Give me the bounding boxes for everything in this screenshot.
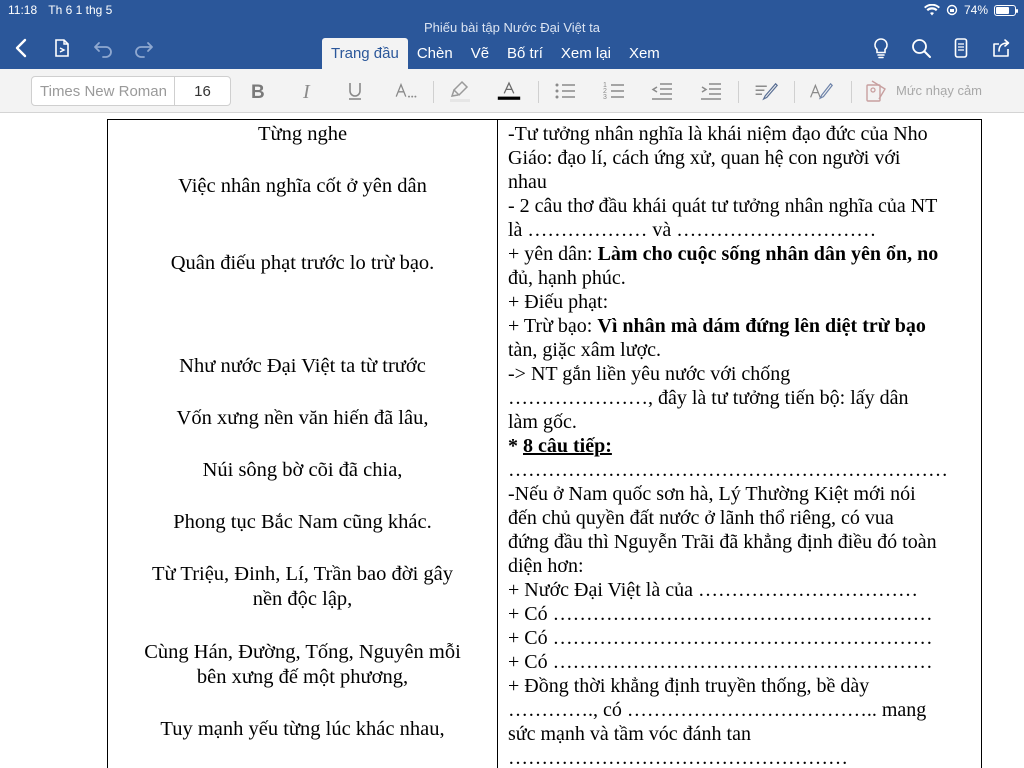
status-date: Th 6 1 thg 5 bbox=[48, 3, 113, 17]
font-color-icon bbox=[497, 79, 521, 103]
table-column-divider bbox=[497, 120, 498, 768]
styles-icon bbox=[754, 79, 778, 103]
font-size-field[interactable]: 16 bbox=[194, 83, 211, 100]
note-line: làm gốc. bbox=[508, 411, 577, 433]
note-line: -> NT gắn liền yêu nước với chống bbox=[508, 363, 791, 385]
font-color-button[interactable] bbox=[494, 78, 524, 104]
poem-line: Vốn xưng nền văn hiến đã lâu, bbox=[176, 407, 429, 429]
poem-line: Việc nhân nghĩa cốt ở yên dân bbox=[178, 175, 427, 197]
tab-draw[interactable]: Vẽ bbox=[470, 45, 490, 62]
note-line: + Điếu phạt: bbox=[508, 291, 609, 313]
note-line: nhau bbox=[508, 171, 547, 193]
share-button[interactable] bbox=[987, 36, 1015, 60]
poem-line: Quân điếu phạt trước lo trừ bạo. bbox=[170, 252, 435, 274]
note-text: + Trừ bạo: bbox=[508, 315, 598, 337]
ribbon-separator bbox=[538, 81, 539, 103]
document-title: Phiếu bài tập Nước Đại Việt ta bbox=[424, 20, 600, 35]
document-table bbox=[107, 119, 982, 768]
undo-button[interactable] bbox=[89, 36, 117, 60]
note-bold-text: Làm cho cuộc sống nhân dân yên ổn, no bbox=[597, 243, 939, 265]
text-format-icon bbox=[393, 79, 417, 103]
ribbon-separator bbox=[794, 81, 795, 103]
note-line: + Nước Đại Việt là của …………………………… bbox=[508, 579, 918, 601]
search-button[interactable] bbox=[907, 36, 935, 60]
note-line: + Có ………………………………………………… bbox=[508, 603, 933, 625]
note-line: đứng đầu thì Nguyễn Trãi đã khẳng định điều đó toàn bbox=[508, 531, 937, 553]
numbered-list-icon bbox=[602, 79, 626, 103]
note-line: đến chủ quyền đất nước ở lãnh thổ riêng, có vua bbox=[508, 507, 894, 529]
battery-fill bbox=[996, 7, 1009, 14]
font-name-field[interactable]: Times New Roman bbox=[32, 77, 175, 105]
underline-button[interactable] bbox=[342, 78, 368, 104]
note-line bbox=[508, 314, 978, 338]
back-icon bbox=[11, 37, 33, 59]
orientation-lock-icon bbox=[946, 4, 958, 16]
note-heading bbox=[508, 434, 978, 458]
note-heading-text: 8 câu tiếp: bbox=[523, 435, 612, 457]
battery-icon bbox=[994, 5, 1016, 16]
ribbon-tabs bbox=[322, 38, 669, 69]
decrease-indent-button[interactable] bbox=[648, 78, 676, 104]
increase-indent-icon bbox=[699, 79, 723, 103]
back-button[interactable] bbox=[8, 36, 36, 60]
svg-text:B: B bbox=[251, 82, 265, 103]
highlight-button[interactable] bbox=[446, 78, 474, 104]
poem-line: nền độc lập, bbox=[252, 588, 353, 610]
mobile-view-icon bbox=[950, 37, 972, 59]
note-line: ………………………………………………………… bbox=[508, 459, 948, 481]
note-line: + Có ………………………………………………… bbox=[508, 651, 933, 673]
ribbon-separator bbox=[433, 81, 434, 103]
undo-icon bbox=[92, 37, 114, 59]
ideas-button[interactable] bbox=[867, 36, 895, 60]
text-format-button[interactable] bbox=[390, 78, 420, 104]
ribbon-separator bbox=[738, 81, 739, 103]
italic-icon bbox=[295, 79, 319, 103]
status-indicators bbox=[924, 3, 1016, 17]
poem-line: bên xưng đế một phương, bbox=[196, 666, 409, 688]
clear-format-button[interactable] bbox=[806, 78, 836, 104]
note-line: …………., có ……………………………….. mang bbox=[508, 699, 927, 721]
poem-line: Cùng Hán, Đường, Tống, Nguyên mỗi bbox=[144, 641, 461, 663]
clear-format-icon bbox=[809, 79, 833, 103]
status-bar bbox=[8, 3, 120, 17]
redo-icon bbox=[133, 37, 155, 59]
bullet-list-icon bbox=[553, 79, 577, 103]
svg-text:2: 2 bbox=[603, 88, 607, 95]
font-selector bbox=[31, 76, 231, 106]
note-line: Giáo: đạo lí, cách ứng xử, quan hệ con người với bbox=[508, 147, 901, 169]
share-icon bbox=[990, 37, 1012, 59]
italic-button[interactable] bbox=[294, 78, 320, 104]
sensitivity-icon bbox=[864, 79, 888, 103]
decrease-indent-icon bbox=[650, 79, 674, 103]
underline-icon bbox=[343, 79, 367, 103]
bold-icon bbox=[246, 79, 270, 103]
styles-button[interactable] bbox=[751, 78, 781, 104]
tab-insert[interactable]: Chèn bbox=[416, 45, 453, 62]
bullet-list-button[interactable] bbox=[551, 78, 579, 104]
note-bold-text: Vì nhân mà dám đứng lên diệt trừ bạo bbox=[597, 315, 926, 337]
tab-review[interactable]: Xem lại bbox=[560, 45, 611, 62]
highlight-icon bbox=[448, 79, 472, 103]
poem-line: Núi sông bờ cõi đã chia, bbox=[202, 459, 403, 481]
app-header bbox=[0, 0, 1024, 69]
note-line: là ……………… và ………………………… bbox=[508, 219, 877, 241]
note-line: + Đồng thời khẳng định truyền thống, bề dày bbox=[508, 675, 870, 697]
ribbon-separator bbox=[851, 81, 852, 103]
home-ribbon bbox=[0, 69, 1024, 113]
note-line: …………………………………………… bbox=[508, 747, 848, 768]
note-line: đủ, hạnh phúc. bbox=[508, 267, 626, 289]
file-button[interactable] bbox=[48, 36, 76, 60]
lightbulb-icon bbox=[870, 37, 892, 59]
increase-indent-button[interactable] bbox=[697, 78, 725, 104]
sensitivity-label[interactable]: Mức nhạy cảm bbox=[896, 83, 983, 98]
note-star: * bbox=[508, 435, 523, 457]
note-line bbox=[508, 242, 978, 266]
svg-text:3: 3 bbox=[603, 94, 607, 101]
note-line: -Nếu ở Nam quốc sơn hà, Lý Thường Kiệt mới nói bbox=[508, 483, 916, 505]
note-line: -Tư tưởng nhân nghĩa là khái niệm đạo đức của Nho bbox=[508, 123, 928, 145]
bold-button[interactable] bbox=[245, 78, 271, 104]
file-icon bbox=[51, 37, 73, 59]
svg-text:I: I bbox=[303, 81, 310, 103]
tab-view[interactable]: Xem bbox=[628, 45, 660, 62]
note-line: sức mạnh và tầm vóc đánh tan bbox=[508, 723, 751, 745]
wifi-icon bbox=[924, 4, 940, 16]
note-line: diện hơn: bbox=[508, 555, 584, 577]
tab-home[interactable]: Trang đầu bbox=[322, 38, 408, 69]
note-line: …………………, đây là tư tưởng tiến bộ: lấy dân bbox=[508, 387, 909, 409]
note-text: + yên dân: bbox=[508, 243, 598, 265]
redo-button[interactable] bbox=[130, 36, 158, 60]
note-line: + Có ………………………………………………… bbox=[508, 627, 933, 649]
sensitivity-button[interactable] bbox=[862, 78, 890, 104]
poem-line: Từ Triệu, Đinh, Lí, Trần bao đời gây bbox=[152, 563, 453, 585]
note-line: tàn, giặc xâm lược. bbox=[508, 339, 662, 361]
mobile-view-button[interactable] bbox=[947, 36, 975, 60]
svg-text:1: 1 bbox=[603, 82, 607, 89]
poem-line: Từng nghe bbox=[257, 123, 348, 145]
numbered-list-button[interactable] bbox=[600, 78, 628, 104]
poem-line: Như nước Đại Việt ta từ trước bbox=[179, 355, 426, 377]
document-canvas[interactable] bbox=[0, 114, 1024, 768]
status-time: 11:18 bbox=[8, 3, 38, 17]
note-line: - 2 câu thơ đầu khái quát tư tưởng nhân nghĩa của NT bbox=[508, 195, 938, 217]
poem-line: Tuy mạnh yếu từng lúc khác nhau, bbox=[160, 718, 445, 740]
poem-line: Phong tục Bắc Nam cũng khác. bbox=[173, 511, 432, 533]
battery-percent: 74% bbox=[963, 3, 988, 17]
tab-layout[interactable]: Bố trí bbox=[507, 45, 543, 62]
search-icon bbox=[910, 37, 932, 59]
